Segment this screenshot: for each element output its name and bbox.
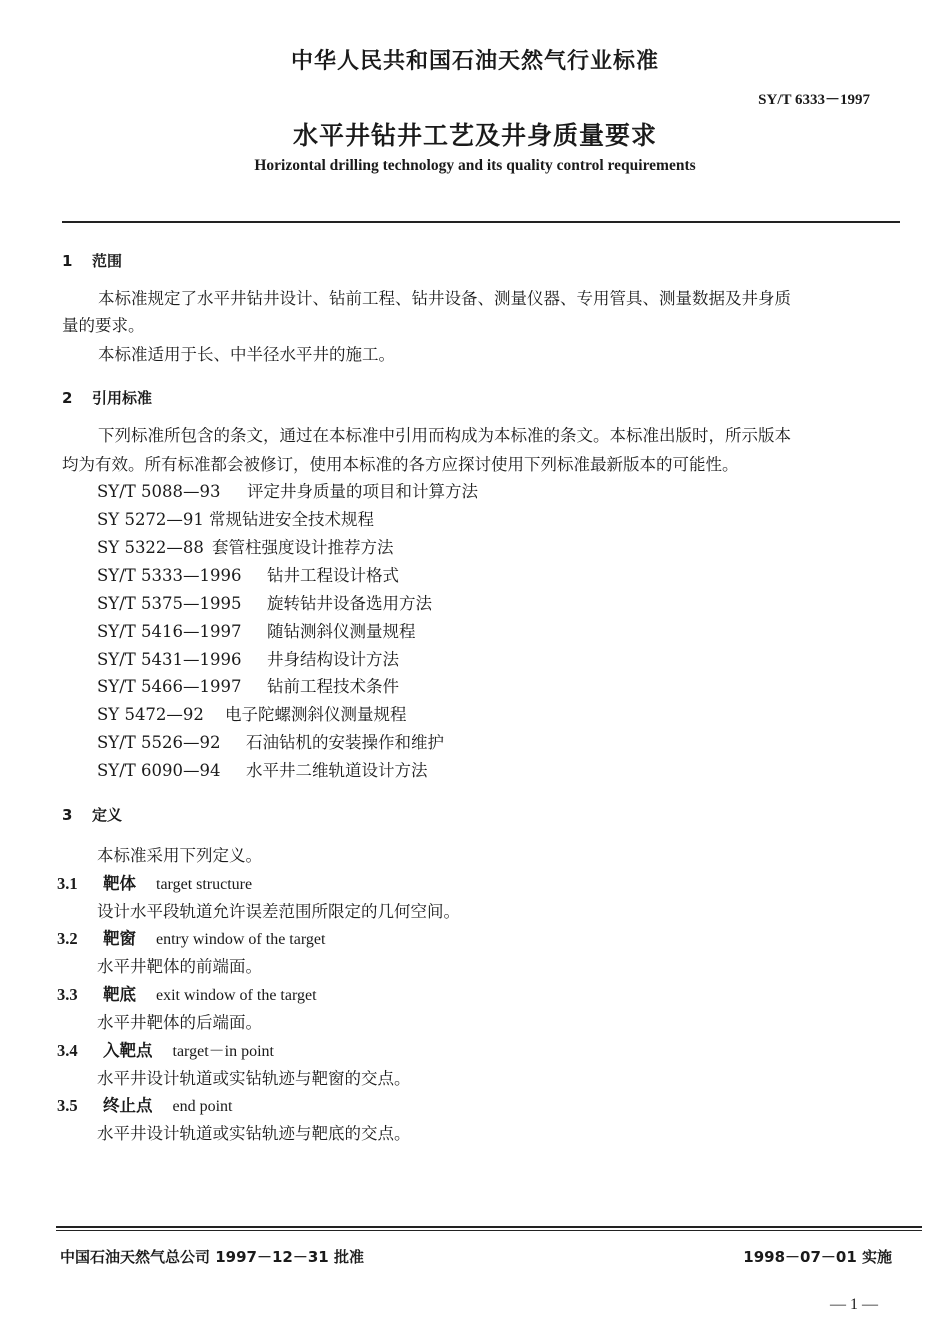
definition-description: 水平井设计轨道或实钻轨迹与靶底的交点。 bbox=[97, 1124, 411, 1143]
definition-term: 靶体 bbox=[103, 874, 136, 893]
reference-code: SY/T 5431—1996 bbox=[97, 650, 242, 669]
reference-item bbox=[97, 677, 399, 697]
reference-title: 常规钻进安全技术规程 bbox=[209, 510, 374, 529]
reference-title: 水平井二维轨道设计方法 bbox=[246, 761, 428, 780]
reference-item bbox=[97, 566, 399, 586]
reference-code: SY/T 5416—1997 bbox=[97, 622, 242, 641]
definition-heading bbox=[57, 1041, 274, 1062]
reference-title: 电子陀螺测斜仪测量规程 bbox=[225, 705, 407, 724]
definition-number: 3.2 bbox=[57, 929, 78, 948]
document-title-en: Horizontal drilling technology and its quality control requirements bbox=[254, 157, 696, 174]
definition-description: 水平井靶体的前端面。 bbox=[97, 957, 262, 976]
definition-term: 靶底 bbox=[103, 985, 136, 1004]
reference-item bbox=[97, 650, 399, 670]
document-title-cn: 水平井钻井工艺及井身质量要求 bbox=[292, 121, 657, 150]
reference-item bbox=[97, 594, 432, 614]
definition-description: 水平井设计轨道或实钻轨迹与靶窗的交点。 bbox=[97, 1069, 411, 1088]
reference-item bbox=[97, 733, 444, 753]
definition-term-en: end point bbox=[172, 1098, 233, 1115]
definition-term: 终止点 bbox=[103, 1096, 153, 1115]
section-number: 2 bbox=[62, 389, 73, 407]
paragraph: 本标准规定了水平井钻井设计、钻前工程、钻井设备、测量仪器、专用管具、测量数据及井身质 bbox=[98, 289, 791, 308]
reference-code: SY/T 5333—1996 bbox=[97, 566, 242, 585]
definition-heading bbox=[57, 874, 252, 895]
paragraph: 本标准采用下列定义。 bbox=[97, 846, 262, 865]
paragraph: 均为有效。所有标准都会被修订，使用本标准的各方应探讨使用下列标准最新版本的可能性。 bbox=[62, 455, 739, 474]
section-title: 范围 bbox=[92, 252, 123, 270]
definition-number: 3.5 bbox=[57, 1096, 78, 1115]
section-number: 1 bbox=[62, 252, 73, 270]
page-number: — 1 — bbox=[830, 1296, 878, 1313]
definition-term: 入靶点 bbox=[103, 1041, 153, 1060]
reference-title: 随钻测斜仪测量规程 bbox=[267, 622, 416, 641]
definition-number: 3.3 bbox=[57, 985, 78, 1004]
definition-heading bbox=[57, 1096, 233, 1117]
paragraph: 量的要求。 bbox=[62, 316, 145, 335]
effective-date: 1998－07－01 实施 bbox=[743, 1248, 892, 1266]
reference-title: 钻前工程技术条件 bbox=[267, 677, 399, 696]
section-title: 定义 bbox=[92, 806, 123, 824]
section-3-heading bbox=[62, 804, 122, 825]
reference-code: SY 5472—92 bbox=[97, 705, 204, 724]
reference-item bbox=[97, 510, 374, 530]
reference-code: SY 5272—91 bbox=[97, 510, 204, 529]
issuing-standard-heading: 中华人民共和国石油天然气行业标准 bbox=[290, 49, 659, 74]
definition-number: 3.4 bbox=[57, 1041, 78, 1060]
reference-item bbox=[97, 622, 416, 642]
footer-divider-bottom bbox=[56, 1230, 922, 1231]
paragraph: 下列标准所包含的条文，通过在本标准中引用而构成为本标准的条文。本标准出版时，所示版本 bbox=[98, 426, 791, 445]
definition-heading bbox=[57, 985, 317, 1006]
definition-term-en: target－in point bbox=[172, 1043, 274, 1060]
section-2-heading bbox=[62, 387, 152, 408]
reference-code: SY/T 6090—94 bbox=[97, 761, 221, 780]
reference-title: 评定井身质量的项目和计算方法 bbox=[247, 482, 478, 501]
reference-code: SY/T 5088—93 bbox=[97, 482, 221, 501]
reference-code: SY/T 5375—1995 bbox=[97, 594, 242, 613]
reference-title: 井身结构设计方法 bbox=[267, 650, 399, 669]
section-number: 3 bbox=[62, 806, 73, 824]
section-title: 引用标准 bbox=[92, 389, 153, 407]
reference-code: SY/T 5466—1997 bbox=[97, 677, 242, 696]
reference-title: 旋转钻井设备选用方法 bbox=[267, 594, 432, 613]
reference-code: SY/T 5526—92 bbox=[97, 733, 221, 752]
reference-code: SY 5322—88 bbox=[97, 538, 204, 557]
approval-line: 中国石油天然气总公司 1997－12－31 批准 bbox=[60, 1248, 364, 1266]
paragraph: 本标准适用于长、中半径水平井的施工。 bbox=[98, 345, 395, 364]
definition-number: 3.1 bbox=[57, 874, 78, 893]
section-1-heading bbox=[62, 250, 122, 271]
header-divider bbox=[62, 221, 900, 223]
reference-item bbox=[97, 761, 428, 781]
definition-heading bbox=[57, 929, 325, 950]
definition-term: 靶窗 bbox=[103, 929, 136, 948]
definition-description: 水平井靶体的后端面。 bbox=[97, 1013, 262, 1032]
reference-title: 钻井工程设计格式 bbox=[267, 566, 399, 585]
definition-term-en: entry window of the target bbox=[156, 931, 326, 948]
reference-item bbox=[97, 538, 394, 558]
standard-code: SY/T 6333－1997 bbox=[758, 92, 870, 108]
reference-item bbox=[97, 705, 407, 725]
definition-description: 设计水平段轨道允许误差范围所限定的几何空间。 bbox=[97, 902, 460, 921]
definition-term-en: target structure bbox=[156, 876, 253, 893]
footer-divider-top bbox=[56, 1226, 922, 1228]
reference-item bbox=[97, 482, 478, 502]
reference-title: 套管柱强度设计推荐方法 bbox=[212, 538, 394, 557]
definition-term-en: exit window of the target bbox=[156, 987, 317, 1004]
reference-title: 石油钻机的安装操作和维护 bbox=[246, 733, 444, 752]
